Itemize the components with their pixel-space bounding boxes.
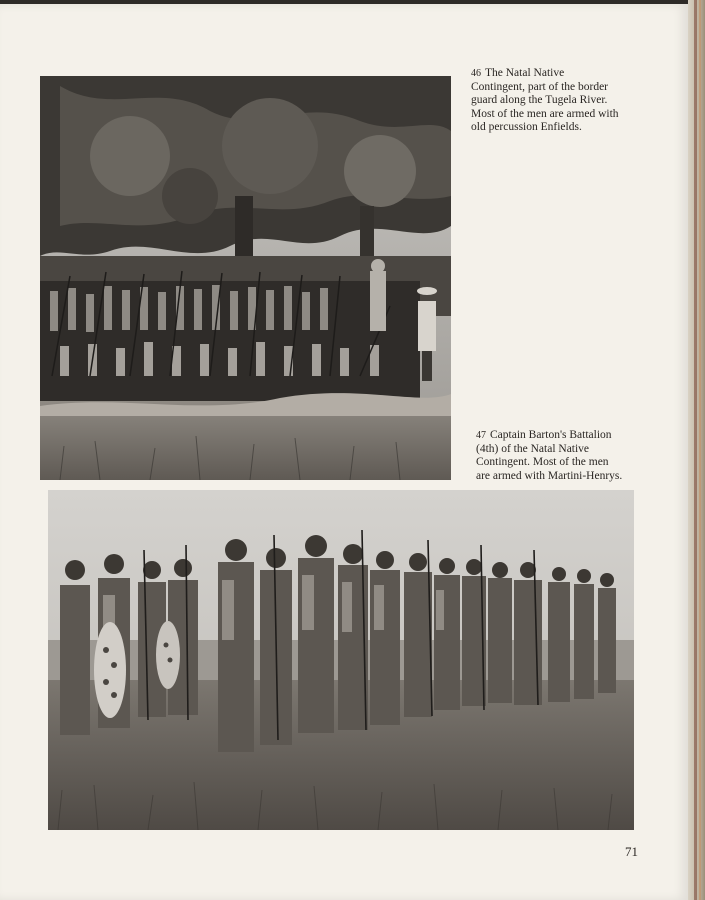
book-page [0,4,688,900]
caption-line: old percussion Enfields. [471,121,582,133]
caption-number: 46 [471,68,481,79]
photo-natal-native-contingent [40,76,451,480]
caption-text: The Natal Native [485,67,565,79]
caption-number: 47 [476,430,486,441]
caption-line: Contingent, part of the border [471,80,609,93]
caption-line [471,67,671,81]
caption-line [476,429,676,443]
caption-line: guard along the Tugela River. [471,94,608,106]
photo-captain-bartons-battalion [48,490,634,830]
caption-line: Contingent. Most of the men [476,456,609,468]
caption-47 [476,429,676,483]
caption-line: Most of the men are armed with [471,107,619,120]
caption-text: Captain Barton's Battalion [490,429,612,441]
caption-line: are armed with Martini-Henrys. [476,469,623,482]
caption-line: (4th) of the Natal Native [476,442,590,455]
page-number: 71 [625,844,638,859]
book-page-edge [688,0,705,900]
caption-46 [471,67,671,135]
